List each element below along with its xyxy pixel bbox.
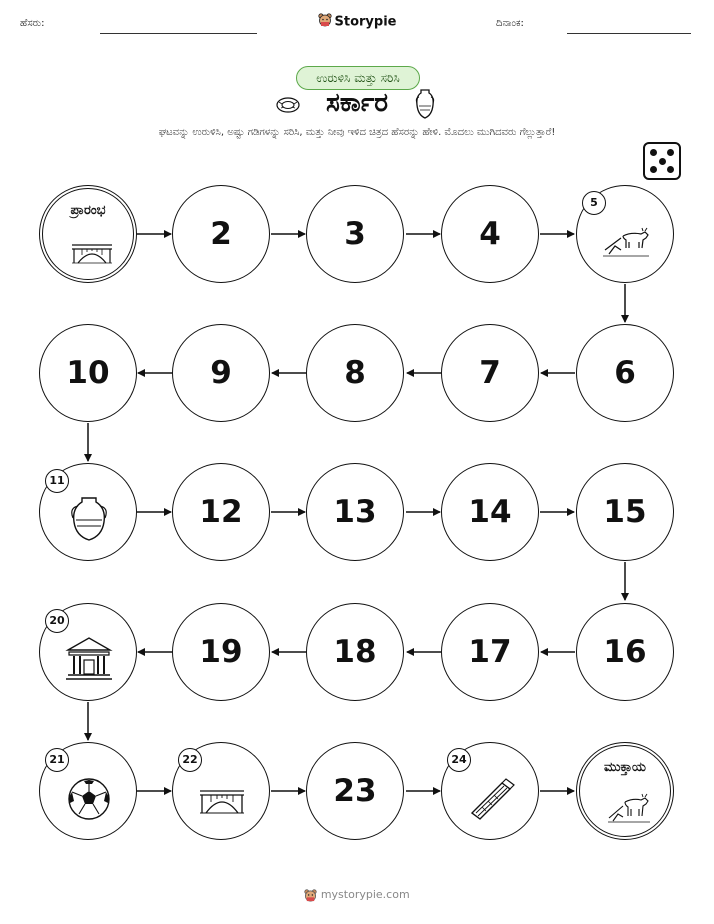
board-cell-2[interactable]: 2 [172,185,270,283]
bridge-icon [70,233,114,267]
cell-badge: 24 [447,748,471,772]
cell-badge: 20 [45,609,69,633]
board-cell-19[interactable]: 19 [172,603,270,701]
cell-badge: 22 [178,748,202,772]
bridge-icon [197,773,247,823]
board-cell-11[interactable] [39,463,137,561]
brand-name: Storypie [334,14,397,30]
board-cell-4[interactable]: 4 [441,185,539,283]
board-cell-22[interactable] [172,742,270,840]
ox-plough-icon [607,790,651,824]
footer [0,888,714,902]
board-cell-18[interactable]: 18 [306,603,404,701]
board-cell-13[interactable]: 13 [306,463,404,561]
board-cell-7[interactable]: 7 [441,324,539,422]
finish-cell[interactable] [576,742,674,840]
board-cell-15[interactable]: 15 [576,463,674,561]
start-cell[interactable] [39,185,137,283]
cell-badge: 11 [45,469,69,493]
finish-label: ಮುಕ್ತಾಯ [604,760,646,775]
board-cell-6[interactable]: 6 [576,324,674,422]
cell-badge: 21 [45,748,69,772]
roll-and-move-pill: ಉರುಳಿಸಿ ಮತ್ತು ಸರಿಸಿ [296,66,420,90]
ox-plough-icon [601,216,651,266]
name-label: ಹೆಸರು: [20,18,45,29]
bear-icon [304,889,317,902]
board-cell-8[interactable]: 8 [306,324,404,422]
board-cell-5[interactable] [576,185,674,283]
board-cell-21[interactable] [39,742,137,840]
page-title: ಸರ್ಕಾರ [326,88,388,118]
board-cell-20[interactable] [39,603,137,701]
vase-icon [64,494,114,544]
board-cell-9[interactable]: 9 [172,324,270,422]
football-icon [64,773,114,823]
instructions: ಘಟವನ್ನು ಉರುಳಿಸಿ, ಅಷ್ಟು ಗಡಿಗಳನ್ನು ಸರಿಸಿ, ಮತ್ತು ನೀವು ಇಳಿದ ಚಿತ್ರದ ಹೆಸರನ್ನು ಹೇಳಿ. ಮೊದಲು ಮುಗಿದವರು ಗೆಲ್ಲುತ್ತಾರೆ! [158,127,556,138]
board-cell-17[interactable]: 17 [441,603,539,701]
board-cell-12[interactable]: 12 [172,463,270,561]
board-cell-3[interactable]: 3 [306,185,404,283]
footer-url[interactable]: mystorypie.com [320,888,410,901]
government-building-icon [64,634,114,684]
cell-badge: 5 [582,191,606,215]
board-cell-24[interactable] [441,742,539,840]
board-cell-16[interactable]: 16 [576,603,674,701]
date-label: ದಿನಾಂಕ: [496,18,524,29]
board-cell-23[interactable]: 23 [306,742,404,840]
canal-icon [466,773,516,823]
board-cell-14[interactable]: 14 [441,463,539,561]
board-cell-10[interactable]: 10 [39,324,137,422]
start-label: ಪ್ರಾರಂಭ [70,203,106,218]
